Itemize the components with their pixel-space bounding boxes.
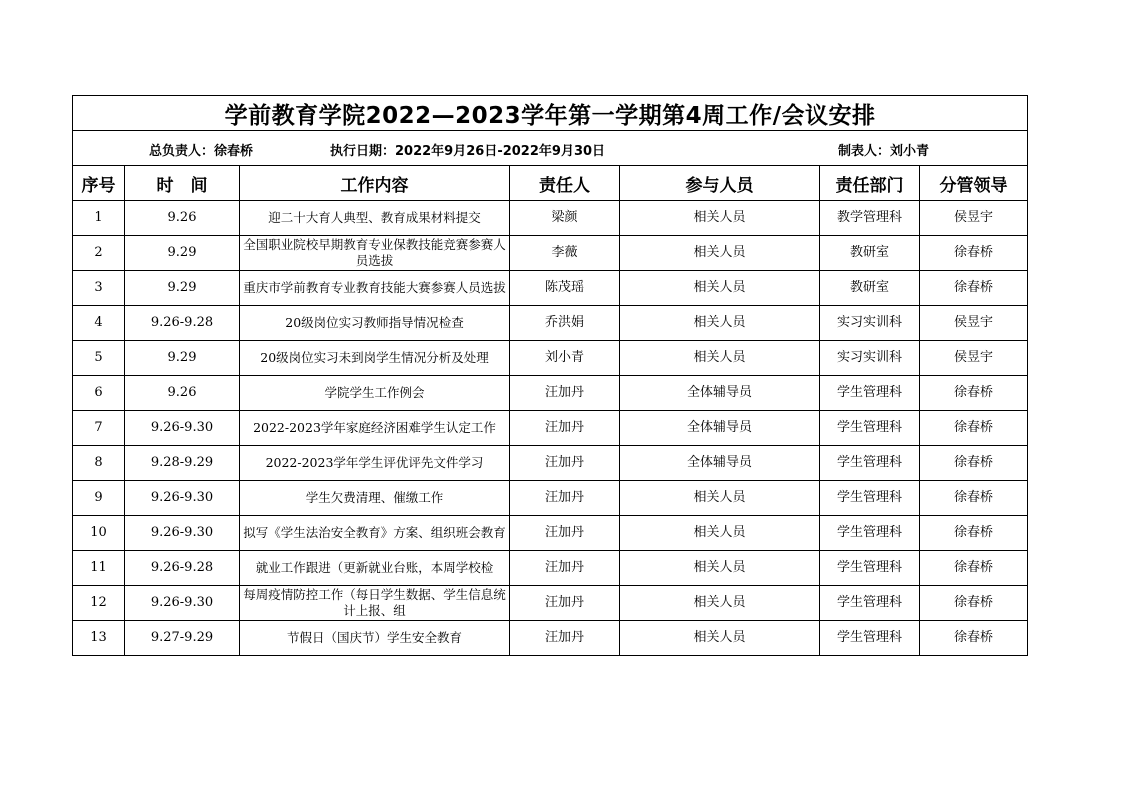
row-department: 学生管理科 xyxy=(820,621,920,656)
row-leader: 徐春桥 xyxy=(920,446,1028,481)
meta-cell xyxy=(73,131,1028,166)
row-department: 学生管理科 xyxy=(820,446,920,481)
row-time: 9.26-9.30 xyxy=(125,516,240,551)
title-row xyxy=(73,96,1028,131)
row-responsible: 汪加丹 xyxy=(510,446,620,481)
table-row xyxy=(73,551,1028,586)
row-content-text: 2022-2023学年家庭经济困难学生认定工作 xyxy=(253,420,496,435)
row-content xyxy=(240,201,510,236)
row-participants: 相关人员 xyxy=(620,551,820,586)
row-leader: 徐春桥 xyxy=(920,376,1028,411)
column-header-content: 工作内容 xyxy=(240,166,510,201)
schedule-sheet xyxy=(72,95,1027,656)
row-no: 11 xyxy=(73,551,125,586)
row-content-text: 迎二十大育人典型、教育成果材料提交 xyxy=(268,210,481,225)
row-leader: 徐春桥 xyxy=(920,551,1028,586)
row-responsible: 陈茂瑶 xyxy=(510,271,620,306)
row-time: 9.26 xyxy=(125,201,240,236)
row-content-text: 每周疫情防控工作（每日学生数据、学生信息统计上报、组 xyxy=(243,587,506,618)
row-leader: 侯昱宇 xyxy=(920,341,1028,376)
row-department: 学生管理科 xyxy=(820,516,920,551)
table-row xyxy=(73,411,1028,446)
row-responsible: 汪加丹 xyxy=(510,481,620,516)
row-no: 7 xyxy=(73,411,125,446)
row-leader: 徐春桥 xyxy=(920,586,1028,621)
row-content xyxy=(240,481,510,516)
row-content xyxy=(240,516,510,551)
row-no: 9 xyxy=(73,481,125,516)
row-time: 9.29 xyxy=(125,236,240,271)
page-title: 学前教育学院2022—2023学年第一学期第4周工作/会议安排 xyxy=(73,96,1028,131)
row-content-text: 学生欠费清理、催缴工作 xyxy=(305,490,444,505)
row-content-text: 20级岗位实习未到岗学生情况分析及处理 xyxy=(260,350,489,365)
row-content-text: 节假日（国庆节）学生安全教育 xyxy=(286,630,462,645)
row-content-text: 全国职业院校早期教育专业保教技能竞赛参赛人员选拔 xyxy=(243,237,506,268)
row-time: 9.27-9.29 xyxy=(125,621,240,656)
row-participants: 相关人员 xyxy=(620,516,820,551)
table-row xyxy=(73,516,1028,551)
row-no: 3 xyxy=(73,271,125,306)
row-participants: 全体辅导员 xyxy=(620,376,820,411)
schedule-table xyxy=(72,95,1028,656)
row-content-text: 2022-2023学年学生评优评先文件学习 xyxy=(265,455,484,470)
table-row xyxy=(73,481,1028,516)
row-responsible: 汪加丹 xyxy=(510,621,620,656)
row-content xyxy=(240,621,510,656)
row-no: 1 xyxy=(73,201,125,236)
row-participants: 相关人员 xyxy=(620,341,820,376)
table-row xyxy=(73,341,1028,376)
row-department: 教研室 xyxy=(820,236,920,271)
row-no: 13 xyxy=(73,621,125,656)
row-no: 10 xyxy=(73,516,125,551)
row-content xyxy=(240,411,510,446)
header-row xyxy=(73,166,1028,201)
row-leader: 徐春桥 xyxy=(920,516,1028,551)
overall-responsible: 总负责人：徐春桥 xyxy=(149,144,254,159)
row-content xyxy=(240,551,510,586)
column-header-leader: 分管领导 xyxy=(920,166,1028,201)
row-department: 教学管理科 xyxy=(820,201,920,236)
row-responsible: 梁颜 xyxy=(510,201,620,236)
row-time: 9.28-9.29 xyxy=(125,446,240,481)
row-no: 2 xyxy=(73,236,125,271)
column-header-responsible: 责任人 xyxy=(510,166,620,201)
row-content xyxy=(240,446,510,481)
row-content-text: 20级岗位实习教师指导情况检查 xyxy=(285,315,464,330)
row-participants: 全体辅导员 xyxy=(620,411,820,446)
row-no: 5 xyxy=(73,341,125,376)
table-row xyxy=(73,376,1028,411)
row-department: 学生管理科 xyxy=(820,586,920,621)
row-participants: 相关人员 xyxy=(620,201,820,236)
row-department: 实习实训科 xyxy=(820,306,920,341)
row-participants: 相关人员 xyxy=(620,621,820,656)
row-content xyxy=(240,306,510,341)
row-participants: 相关人员 xyxy=(620,236,820,271)
meta-row xyxy=(73,131,1028,166)
table-row xyxy=(73,446,1028,481)
row-time: 9.26-9.30 xyxy=(125,586,240,621)
row-department: 学生管理科 xyxy=(820,411,920,446)
column-header-no: 序号 xyxy=(73,166,125,201)
row-responsible: 乔洪娟 xyxy=(510,306,620,341)
row-leader: 徐春桥 xyxy=(920,481,1028,516)
row-content-text: 重庆市学前教育专业教育技能大赛参赛人员选拔 xyxy=(243,280,506,295)
row-time: 9.26-9.30 xyxy=(125,481,240,516)
row-time: 9.26-9.30 xyxy=(125,411,240,446)
row-responsible: 汪加丹 xyxy=(510,376,620,411)
row-responsible: 李薇 xyxy=(510,236,620,271)
row-content xyxy=(240,271,510,306)
table-row xyxy=(73,271,1028,306)
row-time: 9.29 xyxy=(125,271,240,306)
row-responsible: 汪加丹 xyxy=(510,586,620,621)
column-header-time: 时 间 xyxy=(125,166,240,201)
row-leader: 徐春桥 xyxy=(920,411,1028,446)
execution-date: 执行日期：2022年9月26日-2022年9月30日 xyxy=(330,144,606,159)
row-no: 4 xyxy=(73,306,125,341)
row-participants: 全体辅导员 xyxy=(620,446,820,481)
row-content xyxy=(240,236,510,271)
row-time: 9.26 xyxy=(125,376,240,411)
table-row xyxy=(73,621,1028,656)
row-participants: 相关人员 xyxy=(620,481,820,516)
column-header-participants: 参与人员 xyxy=(620,166,820,201)
row-department: 学生管理科 xyxy=(820,481,920,516)
row-content xyxy=(240,376,510,411)
row-participants: 相关人员 xyxy=(620,271,820,306)
row-time: 9.26-9.28 xyxy=(125,551,240,586)
row-no: 12 xyxy=(73,586,125,621)
row-leader: 侯昱宇 xyxy=(920,201,1028,236)
row-content xyxy=(240,341,510,376)
row-no: 6 xyxy=(73,376,125,411)
row-no: 8 xyxy=(73,446,125,481)
row-time: 9.29 xyxy=(125,341,240,376)
table-row xyxy=(73,306,1028,341)
row-leader: 侯昱宇 xyxy=(920,306,1028,341)
row-department: 学生管理科 xyxy=(820,551,920,586)
table-row xyxy=(73,201,1028,236)
row-content xyxy=(240,586,510,621)
row-department: 学生管理科 xyxy=(820,376,920,411)
row-department: 实习实训科 xyxy=(820,341,920,376)
row-content-text: 拟写《学生法治安全教育》方案、组织班会教育 xyxy=(243,525,506,540)
prepared-by: 制表人：刘小青 xyxy=(838,144,930,159)
table-row xyxy=(73,586,1028,621)
row-content-text: 就业工作跟进（更新就业台账，本周学校检 xyxy=(255,560,494,575)
table-row xyxy=(73,236,1028,271)
row-responsible: 汪加丹 xyxy=(510,411,620,446)
row-time: 9.26-9.28 xyxy=(125,306,240,341)
row-responsible: 汪加丹 xyxy=(510,516,620,551)
row-participants: 相关人员 xyxy=(620,306,820,341)
row-responsible: 刘小青 xyxy=(510,341,620,376)
row-participants: 相关人员 xyxy=(620,586,820,621)
row-leader: 徐春桥 xyxy=(920,621,1028,656)
column-header-department: 责任部门 xyxy=(820,166,920,201)
row-department: 教研室 xyxy=(820,271,920,306)
row-responsible: 汪加丹 xyxy=(510,551,620,586)
row-content-text: 学院学生工作例会 xyxy=(324,385,425,400)
row-leader: 徐春桥 xyxy=(920,236,1028,271)
row-leader: 徐春桥 xyxy=(920,271,1028,306)
